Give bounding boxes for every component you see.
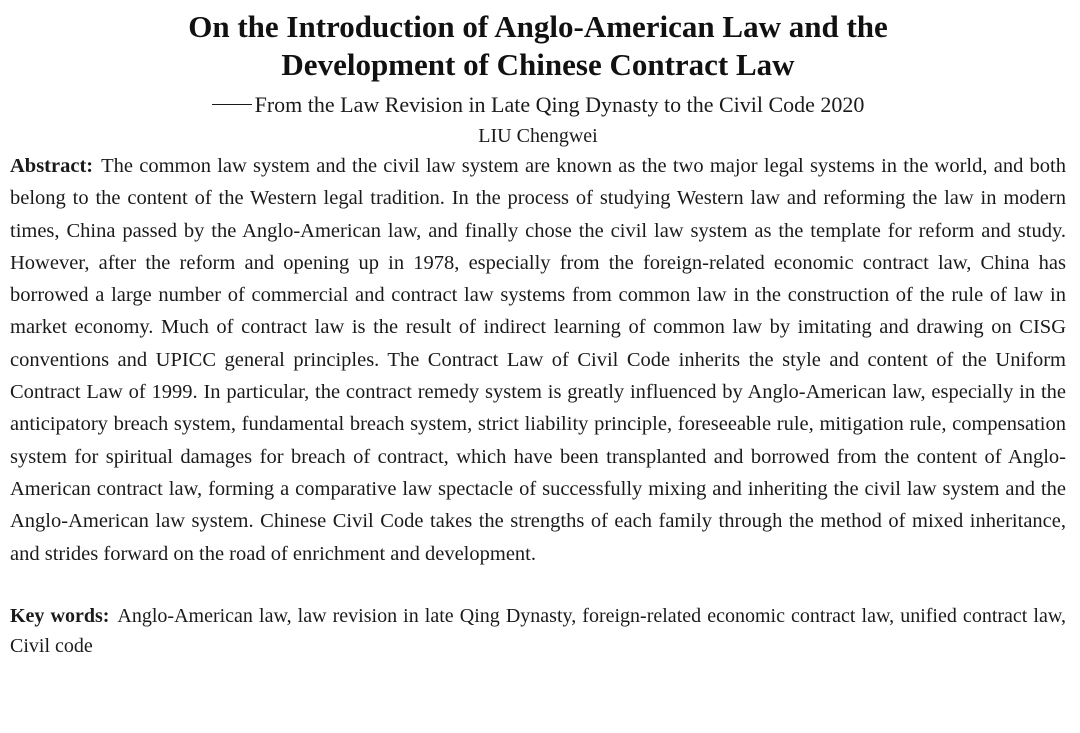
subtitle-text: From the Law Revision in Late Qing Dynasty to the Civil Code 2020 — [254, 92, 865, 117]
title-line-2: Development of Chinese Contract Law — [281, 47, 795, 82]
keywords-text: Anglo-American law, law revision in late Qing Dynasty, foreign-related economic contract law, unified contract law, Civil code — [10, 604, 1067, 657]
paper-page — [10, 8, 1066, 681]
keywords-label: Key words: — [10, 604, 110, 627]
author-name: LIU Chengwei — [478, 125, 598, 147]
abstract-paragraph — [10, 150, 1066, 570]
keywords-paragraph — [10, 601, 1066, 661]
title-line-1: On the Introduction of Anglo-American Law and the — [188, 9, 888, 44]
paper-subtitle — [10, 90, 1066, 120]
abstract-text: The common law system and the civil law system are known as the two major legal systems in the world, and both belong to the content of the Western legal tradition. In the process of studying Western law and reforming the law in modern times, China passed by the Anglo-American law, and finally chose the civil law system as the template for reform and study. However, after the reform and opening up in 1978, especially from the foreign-related economic contract law, China has borrowed a large number of commercial and contract law systems from common law in the construction of the rule of law in market economy. Much of contract law is the result of indirect learning of common law by imitating and drawing on CISG conventions and UPICC general principles. The Contract Law of Civil Code inherits the style and content of the Uniform Contract Law of 1999. In particular, the contract remedy system is greatly influenced by Anglo-American law, especially in the anticipatory breach system, fundamental breach system, strict liability principle, foreseeable rule, mitigation rule, compensation system for spiritual damages for breach of contract, which have been transplanted and borrowed from the content of Anglo-American contract law, forming a comparative law spectacle of successfully mixing and inheriting the civil law system and the Anglo-American law system. Chinese Civil Code takes the strengths of each family through the method of mixed inheritance, and strides forward on the road of enrichment and development. — [10, 155, 1066, 565]
paper-title — [10, 8, 1066, 84]
subtitle-dash — [212, 104, 252, 105]
abstract-label: Abstract: — [10, 155, 94, 177]
